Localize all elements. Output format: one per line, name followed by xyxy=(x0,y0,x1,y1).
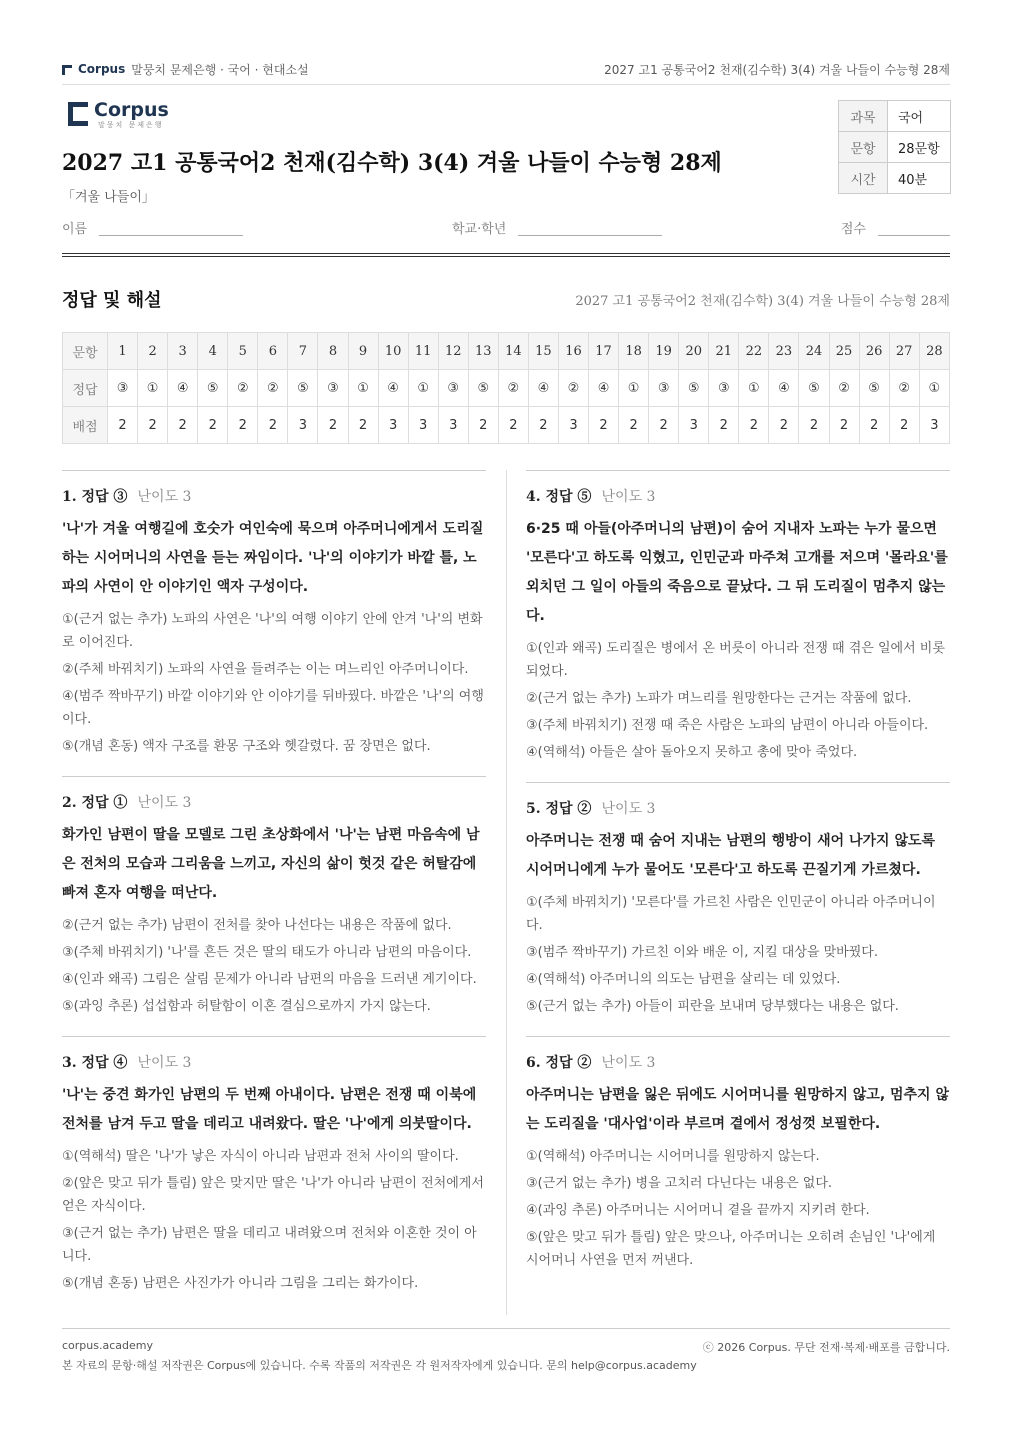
answer-points: 2 xyxy=(198,407,228,444)
option-explanation: ③(주체 바꿔치기) 전쟁 때 죽은 사람은 노파의 남편이 아니라 아들이다. xyxy=(526,718,929,733)
logo xyxy=(68,100,169,130)
answer-points: 3 xyxy=(438,407,468,444)
answer-number: 27 xyxy=(889,333,919,370)
divider xyxy=(62,84,950,85)
question-explanation xyxy=(62,470,486,776)
option-explanation: ①(주체 바꿔치기) '모른다'를 가르친 사람은 인민군이 아니라 아주머니이다. xyxy=(526,895,936,933)
answer-row-answer xyxy=(63,370,950,407)
answer-row-number xyxy=(63,333,950,370)
option-explanation: ④(범주 짝바꾸기) 바깥 이야기와 안 이야기를 뒤바꿨다. 바깥은 '나'의 여행이다. xyxy=(62,689,484,727)
option-explanation: ①(역해석) 딸은 '나'가 낳은 자식이 아니라 남편과 전처 사이의 딸이다. xyxy=(62,1149,459,1164)
answer-points: 2 xyxy=(859,407,889,444)
page-title: 2027 고1 공통국어2 천재(김수학) 3(4) 겨울 나들이 수능형 28제 xyxy=(62,150,722,176)
option-explanation: ④(과잉 추론) 아주머니는 시어머니 곁을 끝까지 지키려 한다. xyxy=(526,1203,870,1218)
answer-number: 16 xyxy=(558,333,588,370)
answer-value: ④ xyxy=(589,370,619,407)
answer-number: 5 xyxy=(228,333,258,370)
row-label: 정답 xyxy=(63,370,108,407)
answer-points: 2 xyxy=(468,407,498,444)
brand-name: Corpus xyxy=(78,62,126,76)
difficulty-label: 난이도 3 xyxy=(601,801,656,817)
meta-value: 28문항 xyxy=(888,132,951,163)
row-label: 배점 xyxy=(63,407,108,444)
answer-points: 3 xyxy=(378,407,408,444)
answer-number: 19 xyxy=(649,333,679,370)
answer-points: 2 xyxy=(829,407,859,444)
answer-points: 3 xyxy=(919,407,949,444)
answer-label: 1. 정답 ③ xyxy=(62,489,128,505)
question-head xyxy=(526,487,950,507)
difficulty-label: 난이도 3 xyxy=(137,1055,192,1071)
answer-points: 2 xyxy=(739,407,769,444)
answer-number: 21 xyxy=(709,333,739,370)
column-divider xyxy=(506,470,507,1315)
answer-points: 2 xyxy=(168,407,198,444)
option-explanation: ②(앞은 맞고 뒤가 틀림) 앞은 맞지만 딸은 '나'가 아니라 남편이 전처에게서 얻은 자식이다. xyxy=(62,1176,484,1214)
answer-points: 2 xyxy=(138,407,168,444)
answer-value: ③ xyxy=(709,370,739,407)
explanation-main: 화가인 남편이 딸을 모델로 그린 초상화에서 '나'는 남편 마음속에 남은 전처의 모습과 그리움을 느끼고, 자신의 삶이 헛것 같은 허탈감에 빠져 혼자 여행을 떠난다. xyxy=(62,827,480,901)
answer-number: 20 xyxy=(679,333,709,370)
student-info xyxy=(62,216,950,238)
question-head xyxy=(62,1053,486,1073)
difficulty-label: 난이도 3 xyxy=(137,489,192,505)
row-label: 문항 xyxy=(63,333,108,370)
option-explanation: ⑤(개념 혼동) 남편은 사진가가 아니라 그림을 그리는 화가이다. xyxy=(62,1276,419,1291)
answer-points: 2 xyxy=(258,407,288,444)
explanation-main: 아주머니는 전쟁 때 숨어 지내는 남편의 행방이 새어 나가지 않도록 시어머니에게 누가 물어도 '모른다'고 하도록 끈질기게 가르쳤다. xyxy=(526,833,936,878)
answer-number: 15 xyxy=(528,333,558,370)
answer-number: 2 xyxy=(138,333,168,370)
answer-label: 6. 정답 ② xyxy=(526,1055,592,1071)
option-explanation: ⑤(개념 혼동) 액자 구조를 환몽 구조와 헷갈렸다. 꿈 장면은 없다. xyxy=(62,739,431,754)
footer-copyright: ⓒ 2026 Corpus. 무단 전재·복제·배포를 금합니다. xyxy=(702,1341,950,1354)
option-explanation: ③(근거 없는 추가) 병을 고치러 다닌다는 내용은 없다. xyxy=(526,1176,833,1191)
question-head xyxy=(62,793,486,813)
score-label: 점수 xyxy=(840,222,866,237)
answer-points: 2 xyxy=(528,407,558,444)
answer-value: ⑤ xyxy=(468,370,498,407)
corpus-logo-icon xyxy=(68,102,88,126)
breadcrumb: 말뭉치 문제은행 · 국어 · 현대소설 xyxy=(131,62,309,77)
answer-points: 2 xyxy=(649,407,679,444)
answer-label: 4. 정답 ⑤ xyxy=(526,489,592,505)
difficulty-label: 난이도 3 xyxy=(601,1055,656,1071)
answer-value: ② xyxy=(558,370,588,407)
answer-table xyxy=(62,332,950,444)
answer-value: ② xyxy=(829,370,859,407)
answer-points: 2 xyxy=(769,407,799,444)
question-explanation xyxy=(526,1036,950,1290)
meta-key: 시간 xyxy=(839,163,888,194)
answer-points: 3 xyxy=(288,407,318,444)
meta-key: 과목 xyxy=(839,101,888,132)
option-explanation: ⑤(근거 없는 추가) 아들이 피란을 보내며 당부했다는 내용은 없다. xyxy=(526,999,899,1014)
name-label: 이름 xyxy=(62,222,88,237)
answer-points: 2 xyxy=(709,407,739,444)
left-column xyxy=(62,470,486,1313)
answer-label: 2. 정답 ① xyxy=(62,795,128,811)
answer-number: 17 xyxy=(589,333,619,370)
footer-notice: 본 자료의 문항·해설 저작권은 Corpus에 있습니다. 수록 작품의 저작권은 각 원저작자에게 있습니다. 문의 help@corpus.academy xyxy=(62,1359,697,1372)
option-explanation: ①(근거 없는 추가) 노파의 사연은 '나'의 여행 이야기 안에 안겨 '나'의 변화로 이어진다. xyxy=(62,612,483,650)
top-doc-title: 2027 고1 공통국어2 천재(김수학) 3(4) 겨울 나들이 수능형 28제 xyxy=(604,62,950,77)
school-line xyxy=(518,219,662,236)
answer-points: 2 xyxy=(348,407,378,444)
answer-value: ③ xyxy=(318,370,348,407)
answer-points: 3 xyxy=(679,407,709,444)
answer-value: ③ xyxy=(649,370,679,407)
answer-points: 2 xyxy=(889,407,919,444)
difficulty-label: 난이도 3 xyxy=(601,489,656,505)
answer-number: 8 xyxy=(318,333,348,370)
answer-number: 18 xyxy=(619,333,649,370)
footer-site[interactable]: corpus.academy xyxy=(62,1339,153,1352)
question-head xyxy=(62,487,486,507)
answer-number: 7 xyxy=(288,333,318,370)
explanation-main: '나'가 겨울 여행길에 호숫가 여인숙에 묵으며 아주머니에게서 도리질하는 시어머니의 사연을 듣는 짜임이다. '나'의 이야기가 바깥 틀, 노파의 사연이 안 이야기인 액자 구성이다. xyxy=(62,521,484,595)
answer-points: 2 xyxy=(498,407,528,444)
answer-value: ③ xyxy=(108,370,138,407)
option-explanation: ②(근거 없는 추가) 남편이 전처를 찾아 나선다는 내용은 작품에 없다. xyxy=(62,918,452,933)
option-explanation: ④(역해석) 아주머니의 의도는 남편을 살리는 데 있었다. xyxy=(526,972,841,987)
section-right: 2027 고1 공통국어2 천재(김수학) 3(4) 겨울 나들이 수능형 28제 xyxy=(575,294,950,309)
meta-value: 40분 xyxy=(888,163,951,194)
answer-value: ④ xyxy=(378,370,408,407)
answer-value: ⑤ xyxy=(679,370,709,407)
answer-points: 2 xyxy=(228,407,258,444)
answer-number: 23 xyxy=(769,333,799,370)
answer-number: 6 xyxy=(258,333,288,370)
answer-value: ② xyxy=(258,370,288,407)
answer-value: ① xyxy=(408,370,438,407)
score-line xyxy=(878,219,950,236)
answer-value: ① xyxy=(619,370,649,407)
option-explanation: ③(주체 바꿔치기) '나'를 흔든 것은 딸의 태도가 아니라 남편의 마음이다. xyxy=(62,945,472,960)
answer-value: ⑤ xyxy=(288,370,318,407)
question-explanation xyxy=(62,776,486,1036)
answer-value: ④ xyxy=(168,370,198,407)
answer-number: 22 xyxy=(739,333,769,370)
answer-value: ② xyxy=(228,370,258,407)
option-explanation: ⑤(과잉 추론) 섭섭함과 허탈함이 이혼 결심으로까지 가지 않는다. xyxy=(62,999,431,1014)
question-explanation xyxy=(526,470,950,782)
answer-value: ① xyxy=(138,370,168,407)
option-explanation: ①(인과 왜곡) 도리질은 병에서 온 버릇이 아니라 전쟁 때 겪은 일에서 비롯되었다. xyxy=(526,641,945,679)
section-title: 정답 및 해설 xyxy=(62,290,162,311)
answer-number: 10 xyxy=(378,333,408,370)
explanation-main: 아주머니는 남편을 잃은 뒤에도 시어머니를 원망하지 않고, 멈추지 않는 도리질을 '대사업'이라 부르며 곁에서 정성껏 보필한다. xyxy=(526,1087,949,1132)
answer-value: ④ xyxy=(769,370,799,407)
meta-row xyxy=(839,163,951,194)
answer-number: 24 xyxy=(799,333,829,370)
answer-number: 3 xyxy=(168,333,198,370)
option-explanation: ③(근거 없는 추가) 남편은 딸을 데리고 내려왔으며 전처와 이혼한 것이 아니다. xyxy=(62,1226,477,1264)
answer-number: 25 xyxy=(829,333,859,370)
answer-value: ① xyxy=(739,370,769,407)
name-line xyxy=(99,219,243,236)
divider xyxy=(62,253,950,254)
answer-number: 26 xyxy=(859,333,889,370)
answer-value: ⑤ xyxy=(198,370,228,407)
question-explanation xyxy=(62,1036,486,1313)
option-explanation: ②(근거 없는 추가) 노파가 며느리를 원망한다는 근거는 작품에 없다. xyxy=(526,691,912,706)
answer-points: 2 xyxy=(318,407,348,444)
meta-table xyxy=(838,100,951,194)
answer-number: 1 xyxy=(108,333,138,370)
answer-value: ③ xyxy=(438,370,468,407)
answer-points: 2 xyxy=(619,407,649,444)
answer-value: ⑤ xyxy=(859,370,889,407)
school-field[interactable] xyxy=(452,218,662,237)
option-explanation: ④(인과 왜곡) 그림은 살림 문제가 아니라 남편의 마음을 드러낸 계기이다. xyxy=(62,972,477,987)
answer-label: 3. 정답 ④ xyxy=(62,1055,128,1071)
top-brand xyxy=(62,61,309,78)
answer-points: 3 xyxy=(408,407,438,444)
answer-label: 5. 정답 ② xyxy=(526,801,592,817)
difficulty-label: 난이도 3 xyxy=(137,795,192,811)
top-bar xyxy=(62,58,950,80)
answer-points: 2 xyxy=(108,407,138,444)
score-field[interactable] xyxy=(841,218,950,237)
corpus-logo-icon xyxy=(62,65,72,75)
option-explanation: ⑤(앞은 맞고 뒤가 틀림) 앞은 맞으나, 아주머니는 오히려 손님인 '나'에게 시어머니 사연을 먼저 꺼낸다. xyxy=(526,1230,936,1268)
page-subtitle: 「겨울 나들이」 xyxy=(62,190,155,205)
answer-number: 9 xyxy=(348,333,378,370)
option-explanation: ②(주체 바꿔치기) 노파의 사연을 들려주는 이는 며느리인 아주머니이다. xyxy=(62,662,469,677)
question-explanation xyxy=(526,782,950,1036)
meta-key: 문항 xyxy=(839,132,888,163)
explanation-main: 6·25 때 아들(아주머니의 남편)이 숨어 지내자 노파는 누가 물으면 '모른다'고 하도록 익혔고, 인민군과 마주쳐 고개를 저으며 '몰라요'를 외치던 그 일이 아들의 죽음으로 끝났다. 그 뒤 도리질이 멈추지 않는다. xyxy=(526,521,948,624)
answer-value: ① xyxy=(348,370,378,407)
divider xyxy=(62,256,950,257)
option-explanation: ③(범주 짝바꾸기) 가르친 이와 배운 이, 지킬 대상을 맞바꿨다. xyxy=(526,945,878,960)
answer-number: 4 xyxy=(198,333,228,370)
answer-value: ② xyxy=(889,370,919,407)
explanation-main: '나'는 중견 화가인 남편의 두 번째 아내이다. 남편은 전쟁 때 이북에 전처를 남겨 두고 딸을 데리고 내려왔다. 딸은 '나'에게 의붓딸이다. xyxy=(62,1087,477,1132)
answer-number: 28 xyxy=(919,333,949,370)
name-field[interactable] xyxy=(62,218,243,237)
meta-row xyxy=(839,101,951,132)
right-column xyxy=(526,470,950,1290)
question-head xyxy=(526,1053,950,1073)
school-label: 학교·학년 xyxy=(452,222,507,237)
answer-points: 2 xyxy=(799,407,829,444)
answer-number: 12 xyxy=(438,333,468,370)
answer-value: ② xyxy=(498,370,528,407)
answer-points: 2 xyxy=(589,407,619,444)
answer-value: ④ xyxy=(528,370,558,407)
answer-value: ⑤ xyxy=(799,370,829,407)
answer-number: 11 xyxy=(408,333,438,370)
answer-points: 3 xyxy=(558,407,588,444)
logo-name: Corpus xyxy=(94,99,169,121)
answer-value: ① xyxy=(919,370,949,407)
logo-sub: 말뭉치 문제은행 xyxy=(98,121,164,129)
question-head xyxy=(526,799,950,819)
divider xyxy=(62,1328,950,1329)
answer-number: 13 xyxy=(468,333,498,370)
answer-row-points xyxy=(63,407,950,444)
answer-number: 14 xyxy=(498,333,528,370)
meta-row xyxy=(839,132,951,163)
option-explanation: ①(역해석) 아주머니는 시어머니를 원망하지 않는다. xyxy=(526,1149,820,1164)
meta-value: 국어 xyxy=(888,101,951,132)
option-explanation: ④(역해석) 아들은 살아 돌아오지 못하고 총에 맞아 죽었다. xyxy=(526,745,858,760)
